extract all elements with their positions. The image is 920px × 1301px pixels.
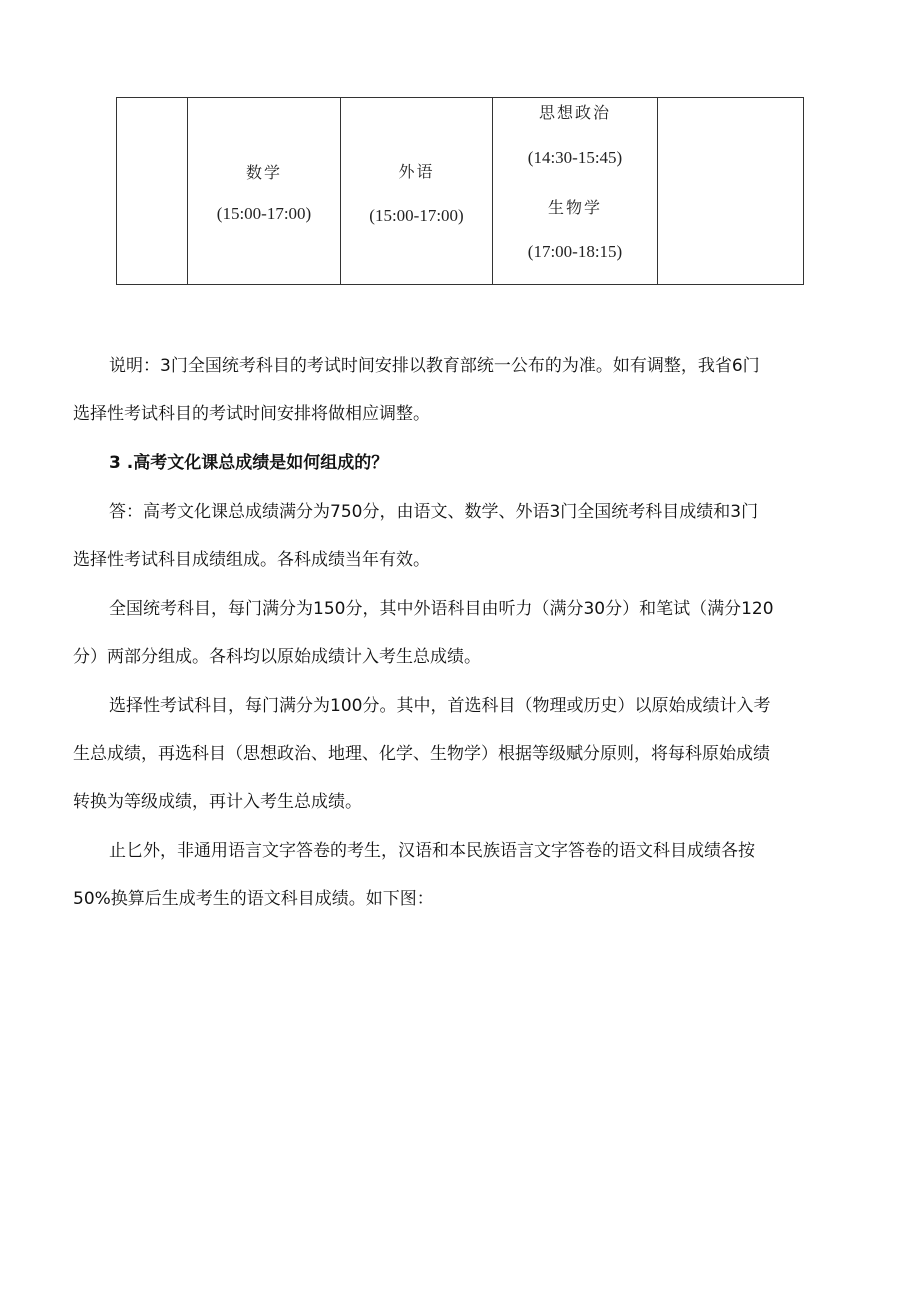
time-math: (15:00-17:00) — [216, 204, 312, 223]
time-foreign-language: (15:00-17:00) — [369, 206, 464, 225]
subject-politics: 思想政治 — [538, 103, 611, 122]
time-biology: (17:00-18:15) — [527, 242, 623, 261]
national-exam-line-1: 全国统考科目，每门满分为150分，其中外语科目由听力（满分30分）和笔试（满分120 — [109, 599, 774, 619]
table-cell-math — [188, 98, 341, 285]
subject-foreign-language: 外语 — [398, 162, 435, 181]
subject-math: 数学 — [245, 163, 282, 182]
national-exam-line-2: 分）两部分组成。各科均以原始成绩计入考生总成绩。 — [73, 647, 481, 667]
exam-schedule-table — [116, 97, 804, 285]
table-cell-elective — [493, 98, 658, 285]
answer-line-2: 选择性考试科目成绩组成。各科成绩当年有效。 — [73, 550, 430, 570]
time-politics: (14:30-15:45) — [527, 148, 623, 167]
elective-exam-line-2: 生总成绩，再选科目（思想政治、地理、化学、生物学）根据等级赋分原则，将每科原始成绩 — [73, 744, 770, 764]
note-line-2: 选择性考试科目的考试时间安排将做相应调整。 — [73, 404, 430, 424]
other-language-line-1: 止匕外，非通用语言文字答卷的考生，汉语和本民族语言文字答卷的语文科目成绩各按 — [109, 841, 755, 861]
elective-exam-line-3: 转换为等级成绩，再计入考生总成绩。 — [73, 792, 362, 812]
table-cell-empty-last — [658, 98, 804, 285]
table-row — [117, 98, 804, 285]
note-line-1: 说明：3门全国统考科目的考试时间安排以教育部统一公布的为准。如有调整，我省6门 — [109, 356, 760, 376]
table-cell-foreign-language — [341, 98, 493, 285]
other-language-line-2: 50%换算后生成考生的语文科目成绩。如下图： — [73, 889, 434, 909]
section-heading: 3 .高考文化课总成绩是如何组成的？ — [109, 453, 389, 473]
table-cell-empty-first — [117, 98, 188, 285]
elective-exam-line-1: 选择性考试科目，每门满分为100分。其中，首选科目（物理或历史）以原始成绩计入考 — [109, 696, 771, 716]
subject-biology: 生物学 — [547, 198, 602, 217]
answer-line-1: 答：高考文化课总成绩满分为750分，由语文、数学、外语3门全国统考科目成绩和3门 — [109, 502, 759, 522]
